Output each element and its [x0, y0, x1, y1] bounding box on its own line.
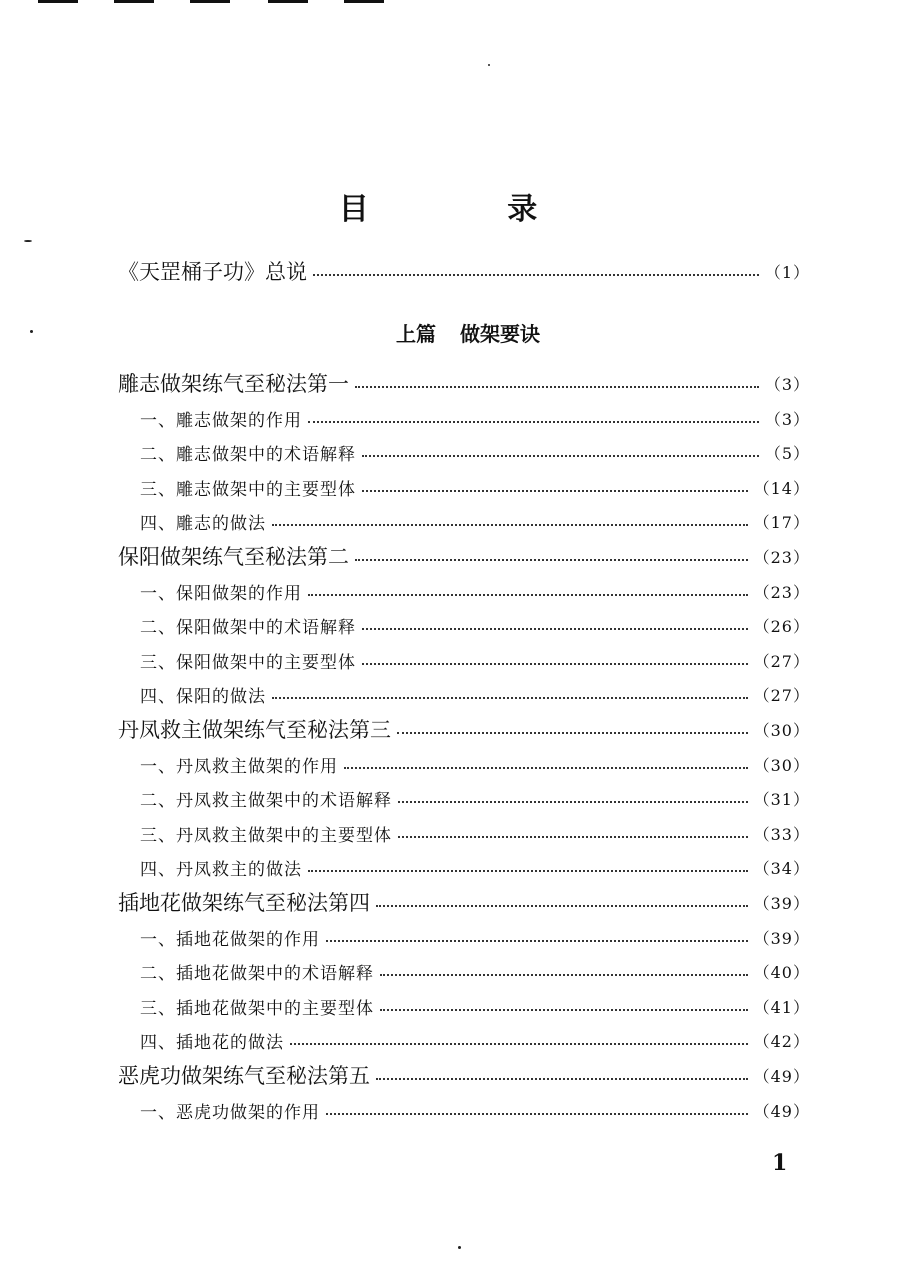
toc-entry-label: 三、插地花做架中的主要型体 — [140, 998, 374, 1019]
dot-leader — [308, 421, 759, 423]
dot-leader — [272, 697, 748, 699]
toc-entry-label: 恶虎功做架练气至秘法第五 — [118, 1064, 370, 1088]
dot-leader — [376, 1078, 748, 1080]
top-rule — [114, 0, 154, 3]
dot-leader — [380, 1009, 748, 1011]
toc-entry-label: 二、雕志做架中的术语解释 — [140, 444, 356, 465]
part-heading-part: 上篇 — [396, 322, 436, 346]
toc-page-ref: （27） — [753, 651, 810, 671]
toc-entry-label: 四、雕志的做法 — [140, 513, 266, 534]
toc-entry-label: 一、插地花做架的作用 — [140, 929, 320, 950]
toc-chapter-row — [0, 885, 910, 919]
dot-leader — [362, 628, 748, 630]
toc-section-row — [0, 1023, 910, 1057]
toc-page-ref: （30） — [753, 720, 810, 740]
toc-entry-label: 雕志做架练气至秘法第一 — [118, 372, 349, 396]
toc-page-ref: （33） — [753, 824, 810, 844]
toc-section-row — [0, 954, 910, 988]
dot-leader — [355, 559, 748, 561]
toc-page-ref: （23） — [753, 547, 810, 567]
toc-section-row — [0, 643, 910, 677]
toc-entry-label: 三、丹凤救主做架中的主要型体 — [140, 825, 392, 846]
toc-entry-label: 一、雕志做架的作用 — [140, 410, 302, 431]
toc-page-ref: （26） — [753, 616, 810, 636]
dot-leader — [355, 386, 759, 388]
toc-page-ref: （3） — [764, 374, 810, 394]
toc-entry-label: 四、插地花的做法 — [140, 1032, 284, 1053]
toc-page-ref: （42） — [753, 1031, 810, 1051]
toc-section-row — [0, 401, 910, 435]
dot-leader — [376, 905, 748, 907]
toc-page-ref: （34） — [753, 858, 810, 878]
toc-entry-label: 一、丹凤救主做架的作用 — [140, 756, 338, 777]
toc-entry-label: 三、保阳做架中的主要型体 — [140, 652, 356, 673]
toc-entry-label: 保阳做架练气至秘法第二 — [118, 545, 349, 569]
toc-entry-label: 四、保阳的做法 — [140, 686, 266, 707]
toc-page-ref: （3） — [764, 409, 810, 429]
toc-page-ref: （49） — [753, 1066, 810, 1086]
toc-chapter-row — [0, 1058, 910, 1092]
top-rule — [190, 0, 230, 3]
toc-section-row — [0, 504, 910, 538]
toc-entry-label: 一、恶虎功做架的作用 — [140, 1102, 320, 1123]
toc-section-row — [0, 747, 910, 781]
scan-speck — [488, 64, 490, 66]
top-rule — [38, 0, 78, 3]
toc-page-ref: （40） — [753, 962, 810, 982]
toc-page-ref: （41） — [753, 997, 810, 1017]
top-rule — [344, 0, 384, 3]
toc-section-row — [0, 435, 910, 469]
toc-page-ref: （14） — [753, 478, 810, 498]
toc-entry-label: 三、雕志做架中的主要型体 — [140, 479, 356, 500]
scan-speck — [24, 240, 32, 242]
toc-section-row — [0, 470, 910, 504]
toc-section-row — [0, 989, 910, 1023]
part-heading — [0, 318, 910, 347]
toc-section-row — [0, 608, 910, 642]
toc-section-row — [0, 816, 910, 850]
toc-entry-label: 一、保阳做架的作用 — [140, 583, 302, 604]
toc-page-ref: （17） — [753, 512, 810, 532]
page-title: 目 录 — [338, 192, 602, 227]
page-number: 1 — [772, 1150, 788, 1176]
toc-page-ref: （1） — [764, 262, 810, 282]
toc-page-ref: （39） — [753, 928, 810, 948]
toc-section-row — [0, 574, 910, 608]
toc-page-ref: （31） — [753, 789, 810, 809]
toc-page-ref: （23） — [753, 582, 810, 602]
dot-leader — [272, 524, 748, 526]
toc-page-ref: （39） — [753, 893, 810, 913]
toc-section-row — [0, 781, 910, 815]
dot-leader — [290, 1043, 748, 1045]
dot-leader — [308, 870, 748, 872]
toc-entry-label: 二、插地花做架中的术语解释 — [140, 963, 374, 984]
toc-entry-label: 丹凤救主做架练气至秘法第三 — [118, 718, 391, 742]
dot-leader — [397, 732, 748, 734]
toc-entry-label: 二、丹凤救主做架中的术语解释 — [140, 790, 392, 811]
toc-chapter-row — [0, 712, 910, 746]
dot-leader — [344, 767, 748, 769]
dot-leader — [326, 1113, 748, 1115]
toc-section-row — [0, 850, 910, 884]
dot-leader — [326, 940, 748, 942]
top-rule — [268, 0, 308, 3]
dot-leader — [362, 663, 748, 665]
toc-page-ref: （5） — [764, 443, 810, 463]
dot-leader — [362, 455, 759, 457]
toc-section-row — [0, 677, 910, 711]
toc-page-ref: （49） — [753, 1101, 810, 1121]
dot-leader — [398, 801, 748, 803]
dot-leader — [362, 490, 748, 492]
toc-page-ref: （30） — [753, 755, 810, 775]
toc-chapter-row — [0, 539, 910, 573]
dot-leader — [313, 274, 759, 276]
toc-chapter-row — [0, 366, 910, 400]
toc-section-row — [0, 1093, 910, 1127]
toc-entry-label: 四、丹凤救主的做法 — [140, 859, 302, 880]
dot-leader — [398, 836, 748, 838]
scan-speck — [458, 1246, 461, 1249]
toc-preface-row — [0, 254, 910, 288]
toc-entry-label: 二、保阳做架中的术语解释 — [140, 617, 356, 638]
toc-page-ref: （27） — [753, 685, 810, 705]
toc-entry-label: 《天罡桶子功》总说 — [118, 260, 307, 284]
part-heading-name: 做架要诀 — [460, 322, 540, 346]
toc-section-row — [0, 920, 910, 954]
dot-leader — [308, 594, 748, 596]
dot-leader — [380, 974, 748, 976]
toc-entry-label: 插地花做架练气至秘法第四 — [118, 891, 370, 915]
